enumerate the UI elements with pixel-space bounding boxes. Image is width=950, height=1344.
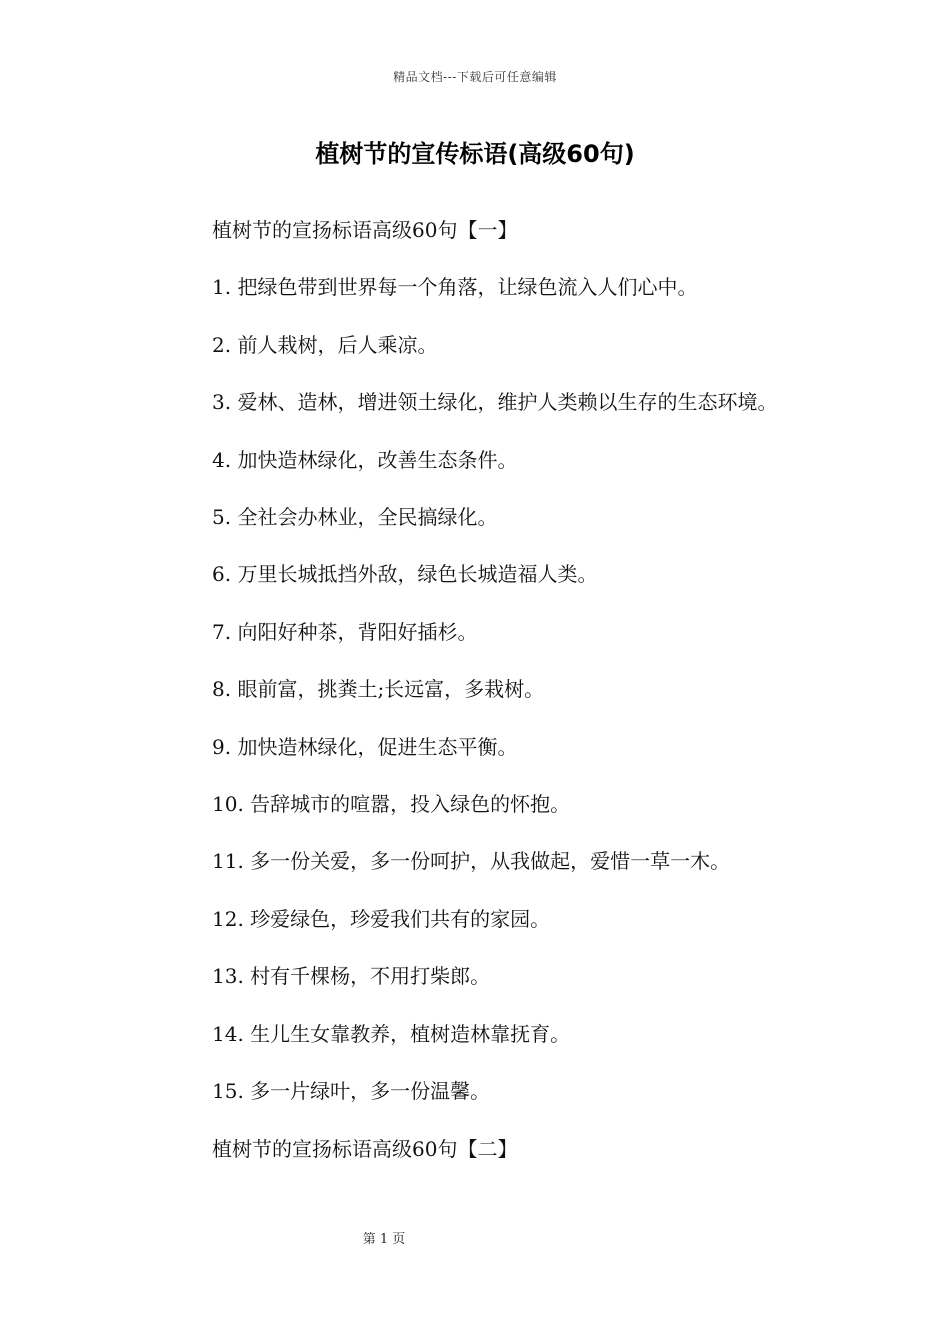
slogan-item-11: 11. 多一份关爱，多一份呵护，从我做起，爱惜一草一木。 <box>212 849 731 874</box>
slogan-item-4: 4. 加快造林绿化，改善生态条件。 <box>212 447 518 472</box>
slogan-item-8: 8. 眼前富，挑粪土;长远富，多栽树。 <box>212 677 545 702</box>
slogan-item-12: 12. 珍爱绿色，珍爱我们共有的家园。 <box>212 906 551 931</box>
document-title: 植树节的宣传标语(高级60句) <box>315 140 635 168</box>
slogan-item-1: 1. 把绿色带到世界每一个角落，让绿色流入人们心中。 <box>212 275 698 300</box>
document-body <box>145 202 815 1178</box>
slogan-item-9: 9. 加快造林绿化，促进生态平衡。 <box>212 734 518 759</box>
section-heading-one: 植树节的宣扬标语高级60句【一】 <box>212 218 518 242</box>
slogan-item-15: 15. 多一片绿叶，多一份温馨。 <box>212 1079 491 1104</box>
slogan-item-14: 14. 生儿生女靠教养，植树造林靠抚育。 <box>212 1021 571 1046</box>
slogan-item-10: 10. 告辞城市的喧嚣，投入绿色的怀抱。 <box>212 792 571 817</box>
page-header: 精品文档---下载后可任意编辑 <box>393 70 557 84</box>
slogan-item-6: 6. 万里长城抵挡外敌，绿色长城造福人类。 <box>212 562 598 587</box>
page-number: 第 1 页 <box>362 1232 406 1247</box>
slogan-item-13: 13. 村有千棵杨，不用打柴郎。 <box>212 964 491 989</box>
slogan-item-3: 3. 爱林、造林，增进领土绿化，维护人类赖以生存的生态环境。 <box>212 390 778 415</box>
section-heading-two: 植树节的宣扬标语高级60句【二】 <box>212 1136 518 1161</box>
slogan-item-2: 2. 前人栽树，后人乘凉。 <box>212 332 438 357</box>
slogan-item-7: 7. 向阳好种茶，背阳好插杉。 <box>212 619 478 644</box>
slogan-item-5: 5. 全社会办林业，全民搞绿化。 <box>212 505 498 530</box>
